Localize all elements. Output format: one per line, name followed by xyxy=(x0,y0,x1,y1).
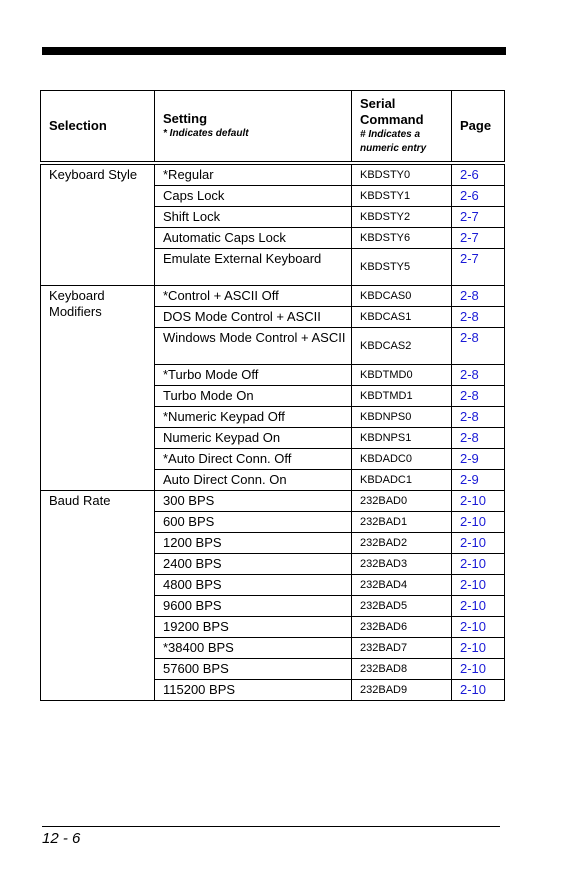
page-link[interactable]: 2-10 xyxy=(452,680,505,701)
page-link[interactable]: 2-7 xyxy=(452,207,505,228)
setting-cell: *Auto Direct Conn. Off xyxy=(155,449,352,470)
setting-cell: *38400 BPS xyxy=(155,638,352,659)
command-cell: KBDTMD1 xyxy=(352,386,452,407)
setting-cell: DOS Mode Control + ASCII xyxy=(155,307,352,328)
command-cell: 232BAD3 xyxy=(352,554,452,575)
command-cell: KBDSTY5 xyxy=(352,249,452,286)
setting-cell: Caps Lock xyxy=(155,186,352,207)
page-link[interactable]: 2-8 xyxy=(452,365,505,386)
settings-table-container xyxy=(40,90,504,701)
page-link[interactable]: 2-10 xyxy=(452,659,505,680)
command-cell: KBDCAS1 xyxy=(352,307,452,328)
page-link[interactable]: 2-7 xyxy=(452,228,505,249)
header-setting-note: * Indicates default xyxy=(163,128,249,139)
page-link[interactable]: 2-9 xyxy=(452,449,505,470)
setting-cell: 9600 BPS xyxy=(155,596,352,617)
page-link[interactable]: 2-8 xyxy=(452,386,505,407)
command-cell: KBDCAS0 xyxy=(352,286,452,307)
command-cell: 232BAD2 xyxy=(352,533,452,554)
setting-cell: *Numeric Keypad Off xyxy=(155,407,352,428)
header-serial-command-label: Serial Command xyxy=(360,96,424,127)
page-link[interactable]: 2-8 xyxy=(452,407,505,428)
page-number: 12 - 6 xyxy=(42,830,81,847)
command-cell: KBDNPS0 xyxy=(352,407,452,428)
command-cell: KBDSTY0 xyxy=(352,163,452,186)
page-link[interactable]: 2-6 xyxy=(452,186,505,207)
command-cell: 232BAD6 xyxy=(352,617,452,638)
setting-cell: Auto Direct Conn. On xyxy=(155,470,352,491)
setting-cell: *Turbo Mode Off xyxy=(155,365,352,386)
settings-table xyxy=(40,90,505,701)
header-selection: Selection xyxy=(41,91,155,164)
command-cell: 232BAD0 xyxy=(352,491,452,512)
setting-cell: *Control + ASCII Off xyxy=(155,286,352,307)
setting-cell: 1200 BPS xyxy=(155,533,352,554)
page-link[interactable]: 2-6 xyxy=(452,163,505,186)
page-link[interactable]: 2-8 xyxy=(452,328,505,365)
header-setting xyxy=(155,91,352,164)
footer-rule xyxy=(42,826,500,827)
header-serial-command xyxy=(352,91,452,164)
command-cell: KBDTMD0 xyxy=(352,365,452,386)
setting-cell: Windows Mode Control + ASCII xyxy=(155,328,352,365)
page-link[interactable]: 2-8 xyxy=(452,286,505,307)
table-row xyxy=(41,491,505,512)
setting-cell: *Regular xyxy=(155,163,352,186)
table-row xyxy=(41,163,505,186)
setting-cell: Numeric Keypad On xyxy=(155,428,352,449)
command-cell: 232BAD1 xyxy=(352,512,452,533)
setting-cell: 300 BPS xyxy=(155,491,352,512)
group-keyboard-modifiers: Keyboard Modifiers xyxy=(41,286,155,491)
page-link[interactable]: 2-10 xyxy=(452,512,505,533)
command-cell: KBDCAS2 xyxy=(352,328,452,365)
page-link[interactable]: 2-10 xyxy=(452,554,505,575)
page-link[interactable]: 2-10 xyxy=(452,533,505,554)
table-header-row xyxy=(41,91,505,164)
command-cell: KBDSTY2 xyxy=(352,207,452,228)
command-cell: KBDSTY6 xyxy=(352,228,452,249)
setting-cell: Automatic Caps Lock xyxy=(155,228,352,249)
header-command-note: # Indicates a numeric entry xyxy=(360,129,427,154)
setting-cell: 19200 BPS xyxy=(155,617,352,638)
setting-cell: Shift Lock xyxy=(155,207,352,228)
command-cell: 232BAD4 xyxy=(352,575,452,596)
top-rule xyxy=(42,47,506,55)
setting-cell: 2400 BPS xyxy=(155,554,352,575)
page-link[interactable]: 2-10 xyxy=(452,617,505,638)
page-link[interactable]: 2-9 xyxy=(452,470,505,491)
header-setting-label: Setting xyxy=(163,111,208,126)
page-link[interactable]: 2-10 xyxy=(452,575,505,596)
setting-cell: 57600 BPS xyxy=(155,659,352,680)
setting-cell: 115200 BPS xyxy=(155,680,352,701)
page-link[interactable]: 2-8 xyxy=(452,307,505,328)
setting-cell: Emulate External Keyboard xyxy=(155,249,352,286)
header-page: Page xyxy=(452,91,505,164)
command-cell: 232BAD8 xyxy=(352,659,452,680)
page-link[interactable]: 2-7 xyxy=(452,249,505,286)
setting-cell: 4800 BPS xyxy=(155,575,352,596)
page-link[interactable]: 2-8 xyxy=(452,428,505,449)
page-link[interactable]: 2-10 xyxy=(452,596,505,617)
group-baud-rate: Baud Rate xyxy=(41,491,155,701)
page-link[interactable]: 2-10 xyxy=(452,491,505,512)
table-row xyxy=(41,286,505,307)
page-link[interactable]: 2-10 xyxy=(452,638,505,659)
command-cell: KBDSTY1 xyxy=(352,186,452,207)
command-cell: KBDADC1 xyxy=(352,470,452,491)
setting-cell: 600 BPS xyxy=(155,512,352,533)
command-cell: 232BAD9 xyxy=(352,680,452,701)
command-cell: 232BAD7 xyxy=(352,638,452,659)
setting-cell: Turbo Mode On xyxy=(155,386,352,407)
command-cell: KBDNPS1 xyxy=(352,428,452,449)
command-cell: KBDADC0 xyxy=(352,449,452,470)
group-keyboard-style: Keyboard Style xyxy=(41,163,155,286)
command-cell: 232BAD5 xyxy=(352,596,452,617)
